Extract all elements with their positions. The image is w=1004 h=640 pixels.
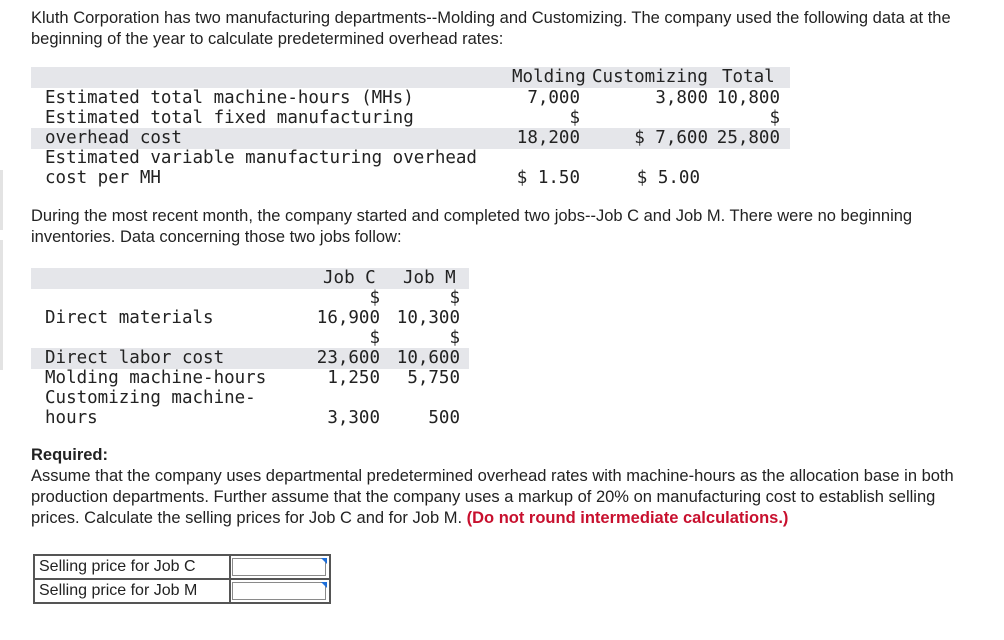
row-label: Molding machine-hours — [45, 368, 267, 388]
answer-table — [33, 554, 331, 604]
col-header-customizing: Customizing — [592, 67, 708, 87]
answer-label: Selling price for Job C — [34, 555, 230, 579]
input-flag-icon — [321, 558, 327, 564]
row-label: Estimated total fixed manufacturing — [45, 108, 414, 128]
left-edge-mark — [0, 170, 3, 230]
cell-molding: 7,000 — [527, 88, 580, 108]
cell-customizing: $ 7,600 — [634, 128, 708, 148]
answer-row — [34, 555, 330, 579]
col-header-job-m: Job M — [403, 268, 456, 288]
row-label-cont: overhead cost — [45, 128, 182, 148]
row-label: Customizing machine- — [45, 388, 256, 408]
cell-total: 10,800 — [716, 88, 780, 108]
cell-job-m-symbol: $ — [449, 288, 460, 308]
cell-job-m: 10,300 — [396, 308, 460, 328]
row-label: Estimated variable manufacturing overhead — [45, 148, 477, 168]
cell-molding-symbol: $ — [569, 108, 580, 128]
cell-total: 25,800 — [716, 128, 780, 148]
row-label: Direct labor cost — [45, 348, 225, 368]
cell-customizing: 3,800 — [655, 88, 708, 108]
row-label-cont: cost per MH — [45, 168, 161, 188]
col-header-molding: Molding — [512, 67, 586, 87]
answer-cell — [230, 555, 330, 579]
cell-job-m: 5,750 — [407, 368, 460, 388]
row-label: Estimated total machine-hours (MHs) — [45, 88, 414, 108]
cell-job-m-symbol: $ — [449, 328, 460, 348]
cell-job-m: 10,600 — [396, 348, 460, 368]
selling-price-job-c-input[interactable] — [232, 558, 326, 576]
answer-cell — [230, 579, 330, 603]
cell-job-c: 16,900 — [316, 308, 380, 328]
cell-customizing: $ 5.00 — [636, 168, 700, 188]
cell-job-m: 500 — [428, 408, 460, 428]
cell-job-c-symbol: $ — [369, 328, 380, 348]
cell-molding: 18,200 — [516, 128, 580, 148]
col-header-total: Total — [722, 67, 775, 87]
intro-text: Kluth Corporation has two manufacturing departments--Molding and Customizing. The company used the following data at the beginning of the year to calculate predetermined overhead rates: — [31, 9, 951, 48]
cell-molding: $ 1.50 — [516, 168, 580, 188]
rounding-note: (Do not round intermediate calculations.) — [466, 509, 789, 527]
required-heading: Required: — [31, 446, 109, 464]
jobs-intro-text: During the most recent month, the company started and completed two jobs--Job C and Job M. There were no beginning inventories. Data concerning those two jobs follow: — [31, 207, 913, 246]
selling-price-job-m-input[interactable] — [232, 582, 326, 600]
answer-label: Selling price for Job M — [34, 579, 230, 603]
required-text — [31, 466, 976, 529]
cell-job-c: 23,600 — [316, 348, 380, 368]
cell-job-c: 3,300 — [327, 408, 380, 428]
cell-job-c-symbol: $ — [369, 288, 380, 308]
required-body: Assume that the company uses departmental predetermined overhead rates with machine-hours as the allocation base in both production departments. Further assume that the company uses a markup of 20% on manufacturing cost to establish selling prices. Calculate the selling prices for Job C and for Job M. — [31, 467, 954, 527]
col-header-job-c: Job C — [323, 268, 376, 288]
row-label: Direct materials — [45, 308, 214, 328]
left-edge-mark — [0, 240, 3, 370]
input-flag-icon — [321, 582, 327, 588]
cell-job-c: 1,250 — [327, 368, 380, 388]
row-label-cont: hours — [45, 408, 98, 428]
answer-row — [34, 579, 330, 603]
cell-total-symbol: $ — [769, 108, 780, 128]
